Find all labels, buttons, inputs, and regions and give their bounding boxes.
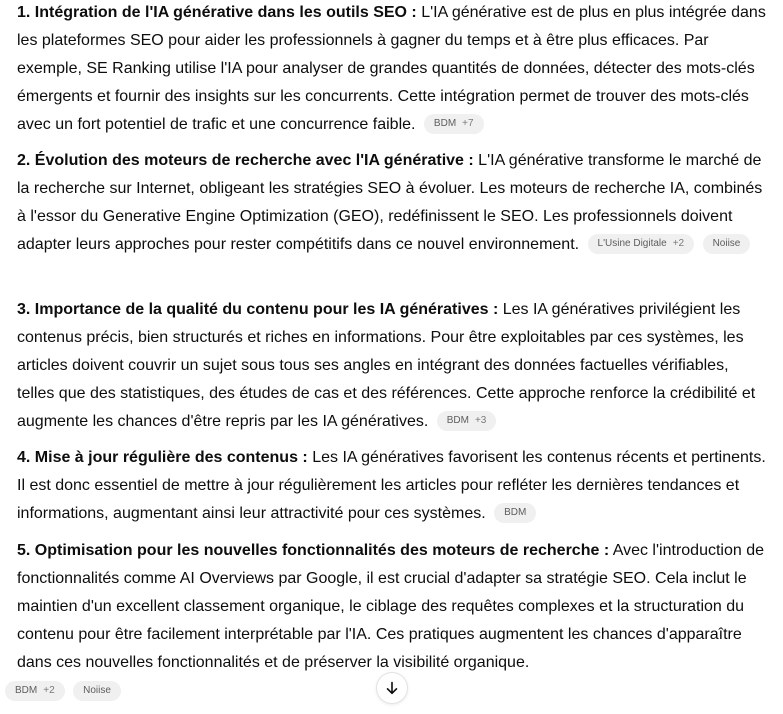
list-item <box>17 444 767 528</box>
item-heading: 1. Intégration de l'IA générative dans les outils SEO : <box>17 4 417 21</box>
source-chip-label: Noiise <box>83 685 111 696</box>
source-chip-label: BDM <box>15 685 38 696</box>
source-chip-label: BDM <box>504 506 527 518</box>
source-chip[interactable] <box>588 234 695 254</box>
source-chip-label: BDM <box>433 117 457 129</box>
source-chip-label: L'Usine Digitale <box>597 237 667 249</box>
source-chip-label: Noiise <box>712 237 741 249</box>
arrow-down-icon <box>384 680 400 696</box>
item-heading: 2. Évolution des moteurs de recherche avec l'IA générative : <box>17 152 474 169</box>
source-chip[interactable] <box>703 234 751 254</box>
source-chips-row <box>5 682 125 702</box>
item-heading: 4. Mise à jour régulière des contenus : <box>17 449 308 466</box>
source-chip-count: +3 <box>474 414 487 426</box>
list-item <box>17 0 767 139</box>
source-chip[interactable] <box>494 503 536 523</box>
source-chip-count: +2 <box>43 685 55 696</box>
scroll-to-bottom-button[interactable] <box>376 672 408 704</box>
item-body: L'IA générative transforme le marché de la recherche sur Internet, obligeant les stratégies SEO à évoluer. Les moteurs de recherche IA, combinés à l'essor du Generative Engine Optimization (GEO), redéfinissent le SEO. Les professionnels doivent adapter leurs approches pour rester compétitifs dans ce nouvel environnement. <box>17 152 763 253</box>
item-heading: 3. Importance de la qualité du contenu pour les IA génératives : <box>17 301 499 318</box>
source-chip-count: +7 <box>462 117 474 129</box>
source-chip[interactable] <box>73 681 121 701</box>
source-chip-label: BDM <box>446 414 469 426</box>
item-body: Les IA génératives favorisent les contenus récents et pertinents. Il est donc essentiel de mettre à jour régulièrement les articles pour refléter les dernières tendances et informations, augmentant ainsi leur attractivité pour ces systèmes. <box>17 449 766 522</box>
source-chip[interactable] <box>5 681 65 701</box>
item-body: L'IA générative est de plus en plus intégrée dans les plateformes SEO pour aider les professionnels à gagner du temps et à être plus efficaces. Par exemple, SE Ranking utilise l'IA pour analyser de grandes quantités de données, détecter des mots-clés émergents et fournir des insights sur les concurrents. Cette intégration permet de trouver des mots-clés avec un fort potentiel de trafic et une concurrence faible. <box>17 4 766 133</box>
item-body: Les IA génératives privilégient les contenus précis, bien structurés et riches en informations. Pour être exploitables par ces systèmes, les articles doivent couvrir un sujet sous tous ses angles en intégrant des données factuelles vérifiables, telles que des statistiques, des études de cas et des références. Cette approche renforce la crédibilité et augmente les chances d'être repris par les IA génératives. <box>17 301 756 430</box>
list-item <box>17 537 767 677</box>
item-heading: 5. Optimisation pour les nouvelles fonctionnalités des moteurs de recherche : <box>17 542 610 559</box>
source-chip[interactable] <box>424 114 484 134</box>
source-chip[interactable] <box>437 411 497 431</box>
item-body: Avec l'introduction de fonctionnalités comme AI Overviews par Google, il est crucial d'adapter sa stratégie SEO. Cela inclut le maintien d'un excellent classement organique, le ciblage des requêtes complexes et la structuration du contenu pour être facilement interprétable par l'IA. Ces pratiques augmentent les chances d'apparaître dans ces nouvelles fonctionnalités et de préserver la visibilité organique. <box>17 542 764 671</box>
source-chip-count: +2 <box>672 237 685 249</box>
list-item <box>17 296 767 436</box>
list-item <box>17 147 767 259</box>
